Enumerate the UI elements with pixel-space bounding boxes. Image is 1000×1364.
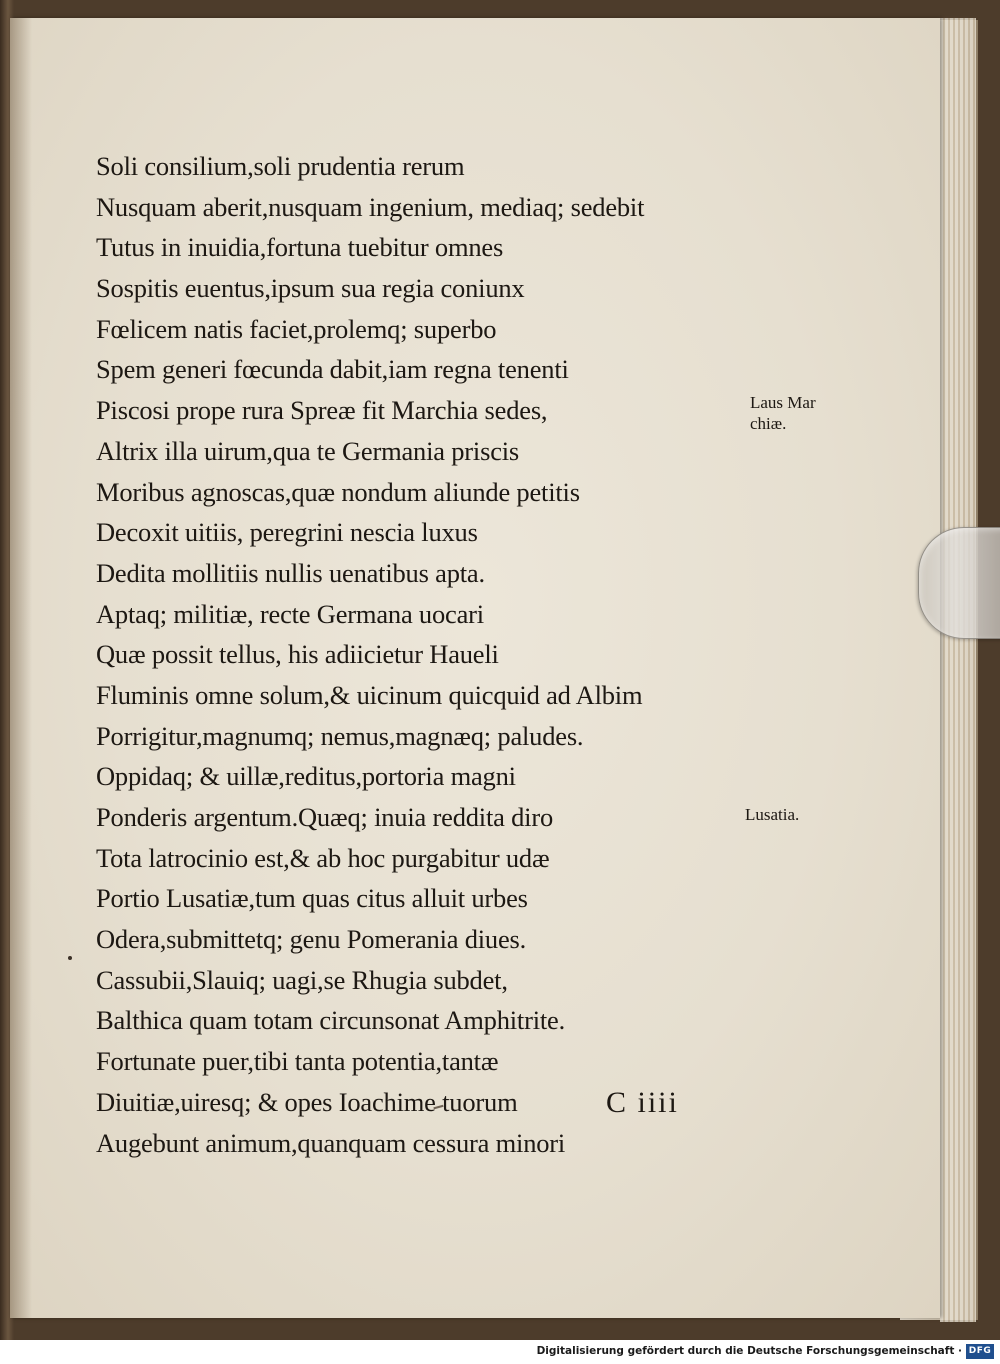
verse-line: Tutus in inuidia,fortuna tuebitur omnes	[96, 232, 504, 263]
footer-bar	[0, 1340, 1000, 1364]
page-stack-edge	[940, 18, 976, 1322]
verse-line: Portio Lusatiæ,tum quas citus alluit urbes	[96, 883, 528, 914]
verse-line: Diuitiæ,uiresq; & opes Ioachime tuorum	[96, 1086, 518, 1117]
verse-line: Tota latrocinio est,& ab hoc purgabitur udæ	[96, 842, 550, 873]
verse-line: Decoxit uitiis, peregrini nescia luxus	[96, 517, 478, 548]
gutter-shadow	[10, 18, 32, 1318]
book-page	[10, 18, 940, 1318]
verse-line: Fluminis omne solum,& uicinum quicquid ad Albim	[96, 679, 643, 710]
dfg-logo-icon: DFG	[966, 1344, 994, 1359]
verse-line: Altrix illa uirum,qua te Germania priscis	[96, 435, 520, 466]
verse-line: Odera,submittetq; genu Pomerania diues.	[96, 924, 527, 955]
verse-line: Dedita mollitiis nullis uenatibus apta.	[96, 557, 485, 588]
verse-line: Fortunate puer,tibi tanta potentia,tantæ	[96, 1046, 499, 1077]
verse-line: Aptaq; militiæ, recte Germana uocari	[96, 598, 484, 629]
verse-line: Quæ possit tellus, his adiicietur Haueli	[96, 639, 499, 670]
verse-line: Nusquam aberit,nusquam ingenium, mediaq; sedebit	[96, 191, 645, 222]
signature-mark: C iiii	[606, 1086, 679, 1119]
verse-line: Sospitis euentus,ipsum sua regia coniunx	[96, 273, 525, 304]
ink-dot	[68, 956, 72, 960]
verse-line: Spem generi fœcunda dabit,iam regna tenenti	[96, 354, 569, 385]
verse-line: Fœlicem natis faciet,prolemq; superbo	[96, 313, 497, 344]
funding-credit: Digitalisierung gefördert durch die Deutsche Forschungsgemeinschaft ·	[536, 1345, 962, 1357]
verse-line: Oppidaq; & uillæ,reditus,portoria magni	[96, 761, 516, 792]
verse-line: Piscosi prope rura Spreæ fit Marchia sedes,	[96, 395, 548, 426]
page-clip	[918, 527, 1000, 639]
marginal-note-line: Laus Mar	[750, 393, 816, 412]
marginal-note-laus-marchiae	[750, 392, 816, 434]
verse-line: Porrigitur,magnumq; nemus,magnæq; paludes.	[96, 720, 584, 751]
verse-line: Augebunt animum,quanquam cessura minori	[96, 1127, 566, 1158]
verse-line: Moribus agnoscas,quæ nondum aliunde petitis	[96, 476, 580, 507]
verse-line: Cassubii,Slauiq; uagi,se Rhugia subdet,	[96, 964, 508, 995]
verse-line: Ponderis argentum.Quæq; inuia reddita diro	[96, 802, 553, 832]
verse-block	[96, 146, 756, 1163]
marginal-note-line: chiæ.	[750, 414, 787, 433]
verse-line: Balthica quam totam circunsonat Amphitrite.	[96, 1005, 566, 1036]
verse-line: Soli consilium,soli prudentia rerum	[96, 151, 465, 181]
marginal-note-lusatia: Lusatia.	[745, 805, 800, 824]
